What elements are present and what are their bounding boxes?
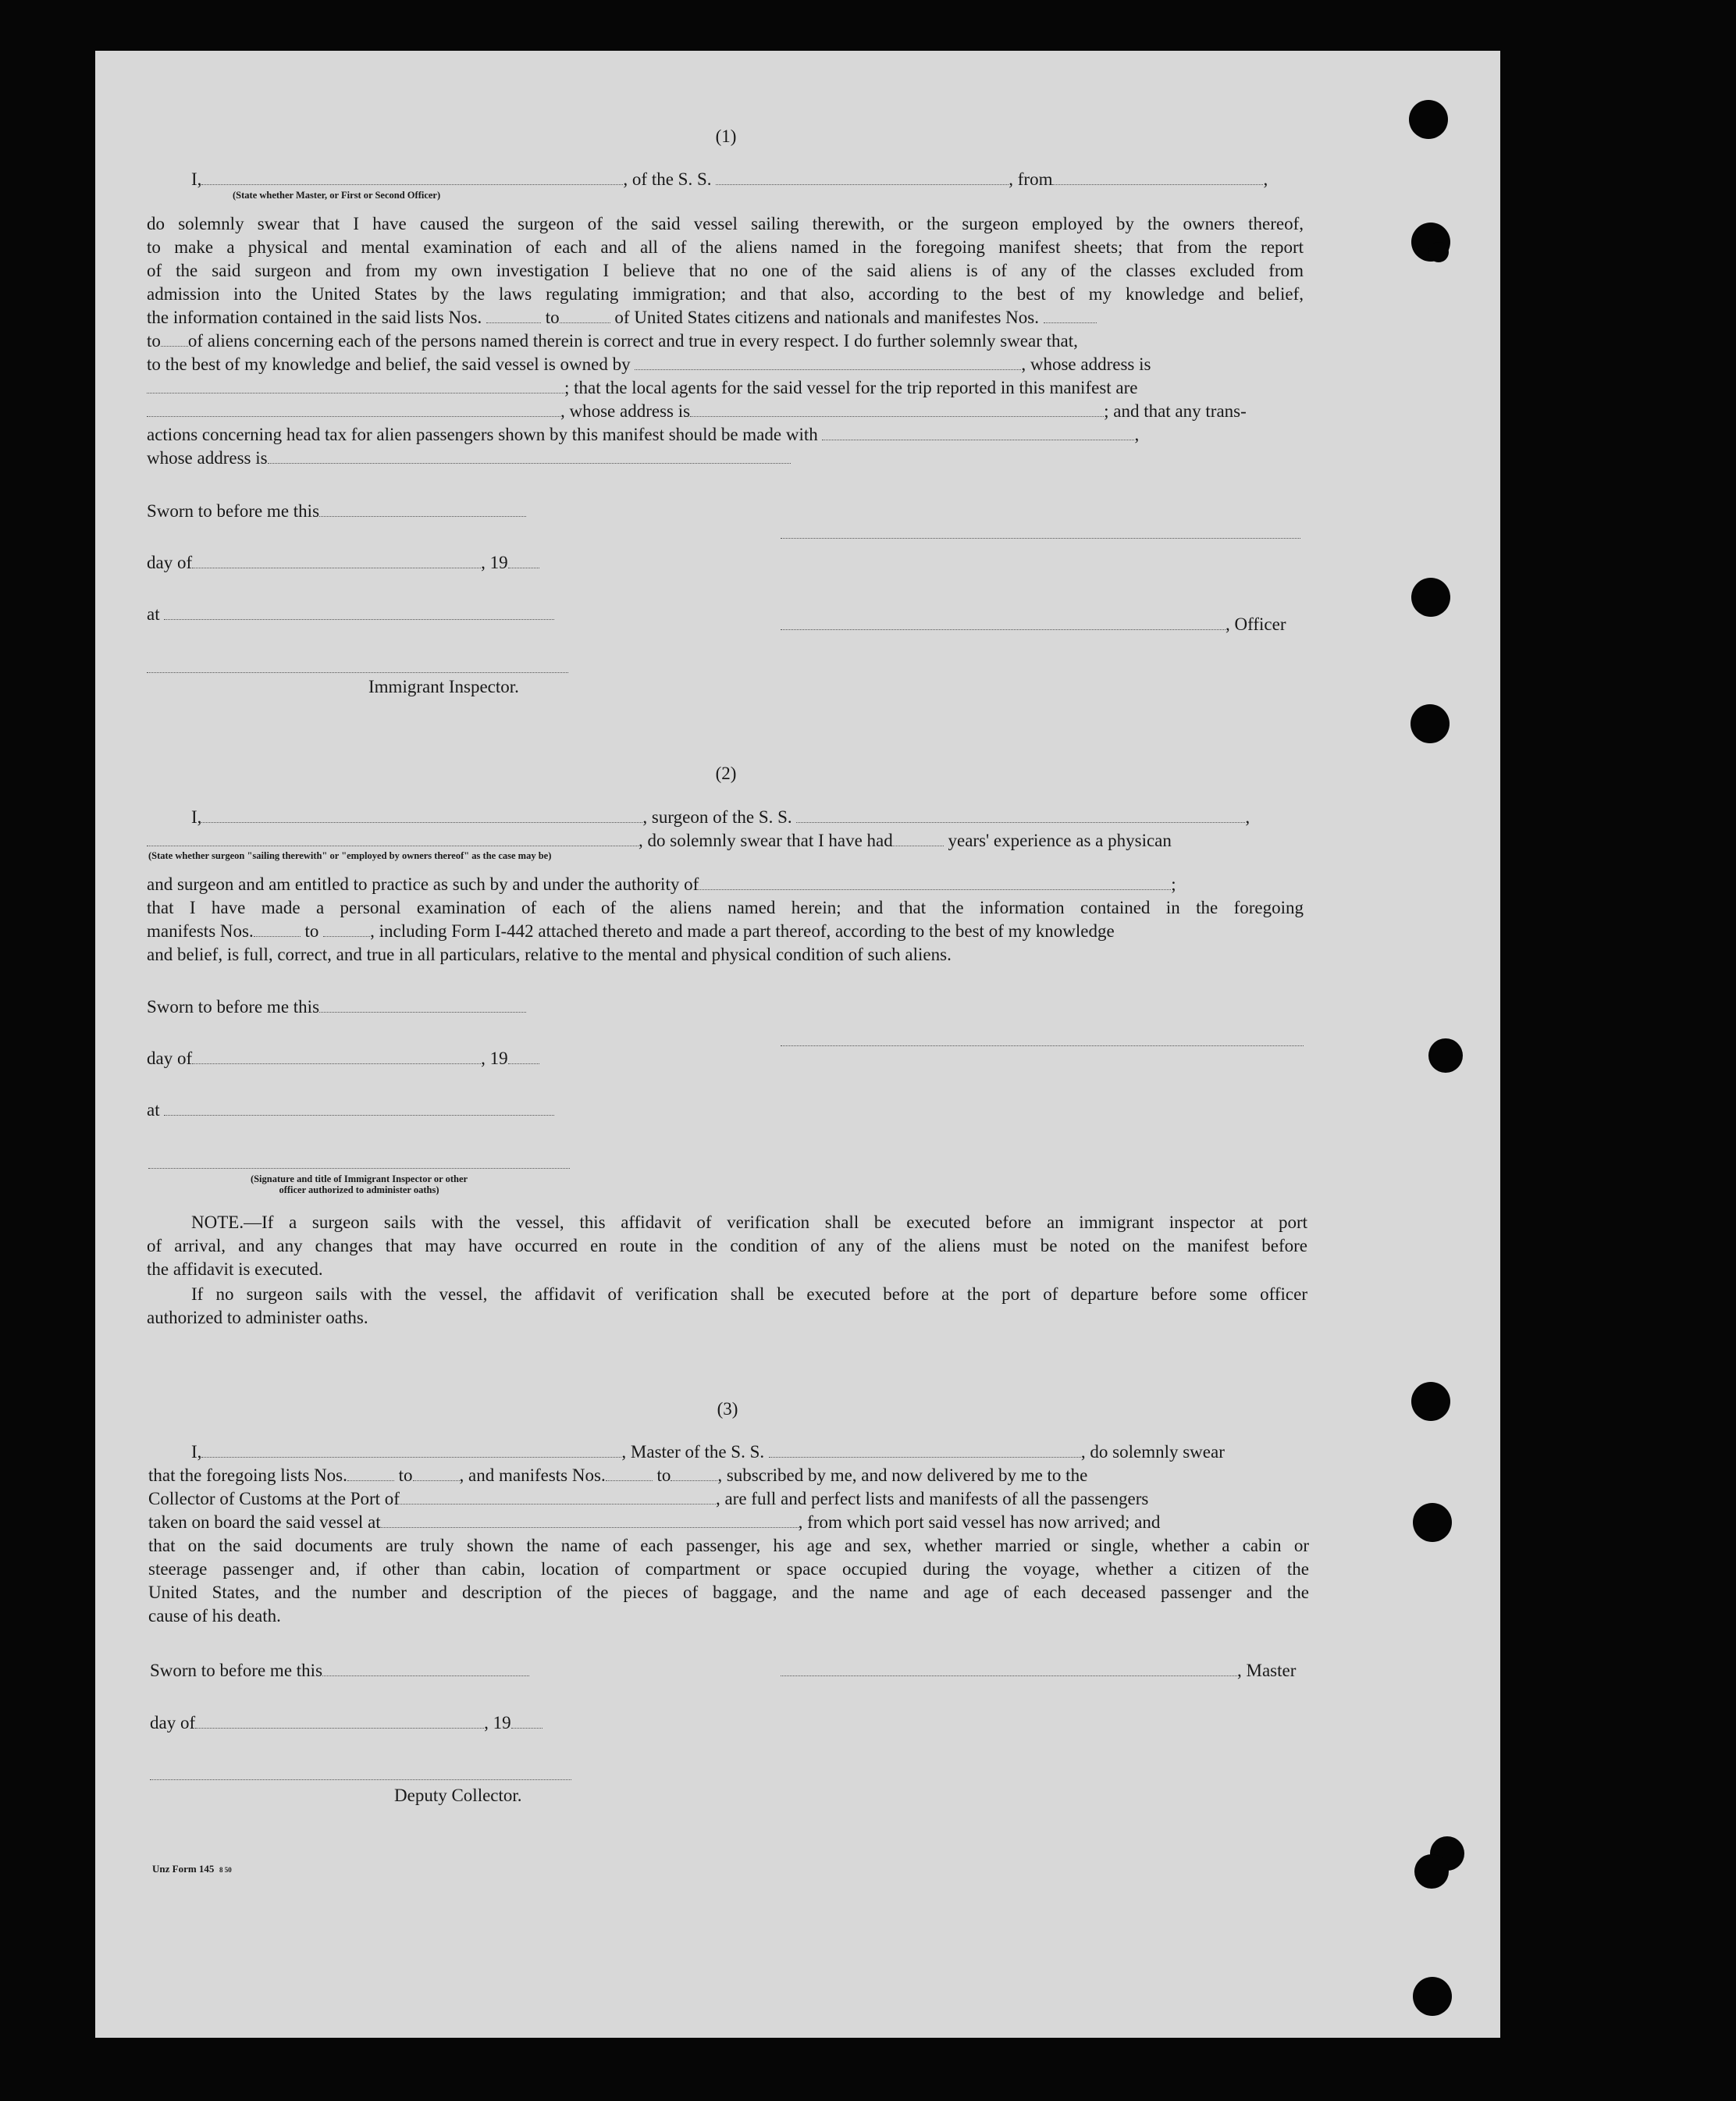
punch-hole [1409, 100, 1448, 139]
fill-line [254, 922, 301, 937]
text: Sworn to before me this [147, 501, 320, 521]
section-number: (2) [715, 764, 737, 783]
oath-line [191, 168, 1268, 191]
text: , from [1009, 169, 1053, 189]
fill-line [781, 524, 1300, 539]
note-line: NOTE.—If a surgeon sails with the vessel, this affidavit of verification shall be executed before an immigrant inspector at port [191, 1213, 1307, 1232]
body-line: United States, and the number and description of the pieces of baggage, and the name and age of each deceased passenger and the [148, 1583, 1309, 1602]
note-line: If no surgeon sails with the vessel, the affidavit of verification shall be executed before at the port of departure before some officer [191, 1284, 1307, 1304]
signature-line [781, 522, 1300, 545]
form-date: 8 50 [219, 1866, 232, 1874]
oath-line [147, 829, 1172, 853]
text: , surgeon of the S. S. [642, 807, 792, 827]
punch-hole [1413, 1977, 1452, 2016]
text: Sworn to before me this [150, 1661, 323, 1680]
body-line [148, 1487, 1148, 1511]
text: of aliens concerning each of the persons named therein is correct and true in every respect. I do further solemnly swear that, [187, 331, 1078, 351]
text: , Officer [1226, 614, 1286, 634]
text: taken on board the said vessel at [148, 1512, 381, 1532]
fill-line [400, 1490, 716, 1505]
text: , [1245, 807, 1250, 827]
body-line: admission into the United States by the laws regulating immigration; and that also, according to the best of my knowledge and belief, [147, 284, 1304, 304]
text: years' experience as a physican [948, 831, 1172, 850]
fill-line [201, 808, 642, 823]
fill-line [781, 1661, 1237, 1676]
text: to [304, 921, 319, 941]
text: day of [147, 553, 193, 572]
fill-line [781, 615, 1226, 630]
field-hint: (Signature and title of Immigrant Inspector or other [250, 1173, 468, 1184]
section-number: (3) [717, 1399, 738, 1419]
signature-line [150, 1763, 571, 1786]
sworn-line [150, 1659, 529, 1683]
text: , from which port said vessel has now arrived; and [798, 1512, 1161, 1532]
oath-line [191, 1440, 1225, 1464]
fill-line [381, 1513, 799, 1528]
fill-line [147, 658, 568, 673]
text: at [147, 1100, 160, 1120]
text: I, [191, 169, 202, 189]
body-line: to make a physical and mental examination of each and all of the aliens named in the foregoing manifest sheets; that from the report [147, 237, 1304, 257]
body-line [147, 400, 1247, 423]
punch-hole [1411, 1382, 1450, 1421]
body-line: cause of his death. [148, 1606, 281, 1626]
fill-line [192, 1049, 481, 1064]
signature-line [148, 1152, 570, 1175]
deputy-label: Deputy Collector. [394, 1786, 522, 1805]
body-line [147, 353, 1151, 376]
punch-hole [1414, 1854, 1449, 1889]
fill-line [201, 170, 623, 185]
inspector-label: Immigrant Inspector. [368, 677, 519, 696]
fill-line [560, 308, 610, 323]
text: Sworn to before me this [147, 997, 320, 1017]
body-line: do solemnly swear that I have caused the surgeon of the said vessel sailing therewith, or the surgeon employed by the owners thereof, [147, 214, 1304, 233]
body-line [147, 329, 1078, 353]
sworn-line [147, 995, 526, 1019]
fill-line [148, 1154, 570, 1169]
text: , 19 [481, 553, 508, 572]
fill-line [150, 1765, 571, 1780]
text: , whose address is [560, 401, 691, 421]
text: to [656, 1465, 671, 1485]
text: , [1263, 169, 1268, 189]
field-hint: (State whether surgeon "sailing therewith" or "employed by owners thereof" as the case may be) [148, 850, 552, 861]
text: , 19 [481, 1049, 508, 1068]
fill-line [164, 605, 554, 620]
punch-hole [1413, 1503, 1452, 1542]
note-line: authorized to administer oaths. [147, 1308, 368, 1327]
text: that the foregoing lists Nos. [148, 1465, 347, 1485]
day-line [147, 1047, 539, 1070]
text: , subscribed by me, and now delivered by me to the [717, 1465, 1088, 1485]
fill-line [508, 554, 539, 568]
text: , do solemnly swear [1080, 1442, 1225, 1462]
fill-line [511, 1714, 542, 1729]
fill-line [322, 1661, 529, 1676]
text: day of [150, 1713, 196, 1732]
body-line: steerage passenger and, if other than cabin, location of compartment or space occupied during the voyage, whether a citizen of the [148, 1559, 1309, 1579]
fill-line [323, 922, 370, 937]
body-line [147, 376, 1137, 400]
text: , do solemnly swear that I have had [639, 831, 893, 850]
text: the information contained in the said lists Nos. [147, 308, 482, 327]
form-number: Unz Form 145 [152, 1863, 215, 1875]
fill-line [671, 1466, 717, 1481]
master-line [781, 1659, 1296, 1683]
text: to [545, 308, 560, 327]
body-line [148, 1511, 1160, 1534]
text: ; [1171, 874, 1176, 894]
fill-line [699, 875, 1171, 890]
section-number: (1) [715, 126, 737, 146]
fill-line [347, 1466, 394, 1481]
text: day of [147, 1049, 193, 1068]
text: manifests Nos. [147, 921, 254, 941]
text: to [147, 331, 161, 351]
text: , and manifests Nos. [459, 1465, 606, 1485]
fill-line [716, 170, 1009, 185]
punch-hole [1428, 1038, 1463, 1073]
note-line: of arrival, and any changes that may have occurred en route in the condition of any of the aliens must be noted on the manifest before [147, 1236, 1307, 1255]
fill-line [164, 1101, 554, 1116]
text: , of the S. S. [623, 169, 712, 189]
punch-hole [1411, 578, 1450, 617]
fill-line [1044, 308, 1097, 323]
text: , 19 [484, 1713, 511, 1732]
fill-line [195, 1714, 484, 1729]
fill-line [893, 831, 944, 846]
text: actions concerning head tax for alien passengers shown by this manifest should be made with [147, 425, 818, 444]
oath-body [147, 212, 1304, 306]
day-line [147, 551, 539, 575]
text: at [147, 604, 160, 624]
fill-line [769, 1443, 1081, 1458]
body-line: that I have made a personal examination of each of the aliens named herein; and that the information contained in the foregoing [147, 898, 1304, 917]
text: , [1134, 425, 1140, 444]
text: , are full and perfect lists and manifests of all the passengers [715, 1489, 1149, 1508]
body-line: of the said surgeon and from my own investigation I believe that no one of the said aliens is of any of the classes excluded from [147, 261, 1304, 280]
body-line [148, 1464, 1087, 1487]
note-line: the affidavit is executed. [147, 1259, 323, 1279]
signature-line [781, 1029, 1304, 1052]
text: , Master of the S. S. [621, 1442, 765, 1462]
text: , Master [1237, 1661, 1297, 1680]
body-line [147, 920, 1115, 943]
field-hint: (State whether Master, or First or Second Officer) [233, 190, 441, 201]
fill-line [147, 379, 564, 393]
text: to [398, 1465, 413, 1485]
fill-line [319, 998, 526, 1013]
fill-line [201, 1443, 621, 1458]
punch-hole [1410, 704, 1450, 743]
fill-line [1052, 170, 1263, 185]
fill-line [822, 426, 1134, 440]
fill-line [147, 831, 639, 846]
text: ; and that any trans- [1104, 401, 1247, 421]
fill-line [161, 332, 188, 347]
text: whose address is [147, 448, 268, 468]
form-id [152, 1863, 232, 1876]
body-line [147, 423, 1139, 447]
fill-line [781, 1031, 1304, 1046]
body-line [147, 447, 791, 470]
fill-line [192, 554, 481, 568]
fill-line [635, 355, 1021, 370]
text: to the best of my knowledge and belief, the said vessel is owned by [147, 354, 631, 374]
text: Collector of Customs at the Port of [148, 1489, 400, 1508]
text: , whose address is [1021, 354, 1151, 374]
at-line [147, 603, 554, 626]
fill-line [508, 1049, 539, 1064]
text: and surgeon and am entitled to practice as such by and under the authority of [147, 874, 699, 894]
text: I, [191, 1442, 202, 1462]
body-line [147, 306, 1097, 329]
day-line [150, 1711, 542, 1735]
fill-line [413, 1466, 460, 1481]
oath-line [191, 806, 1250, 829]
text: ; that the local agents for the said vessel for the trip reported in this manifest are [564, 378, 1138, 397]
text: of United States citizens and nationals and manifestes Nos. [614, 308, 1039, 327]
text: I, [191, 807, 202, 827]
field-hint: officer authorized to administer oaths) [279, 1184, 439, 1195]
officer-line [781, 613, 1286, 636]
at-line [147, 1099, 554, 1122]
body-line [147, 873, 1176, 896]
punch-hole [1428, 242, 1449, 262]
fill-line [268, 449, 791, 464]
text: , including Form I-442 attached thereto and made a part thereof, according to the best of my knowledge [370, 921, 1115, 941]
fill-line [486, 308, 541, 323]
body-line: and belief, is full, correct, and true in all particulars, relative to the mental and physical condition of such aliens. [147, 945, 952, 964]
fill-line [690, 402, 1104, 417]
fill-line [606, 1466, 653, 1481]
fill-line [796, 808, 1245, 823]
fill-line [319, 502, 526, 517]
fill-line [147, 402, 560, 417]
body-line: that on the said documents are truly shown the name of each passenger, his age and sex, whether married or single, whether a cabin or [148, 1536, 1309, 1555]
sworn-line [147, 500, 526, 523]
